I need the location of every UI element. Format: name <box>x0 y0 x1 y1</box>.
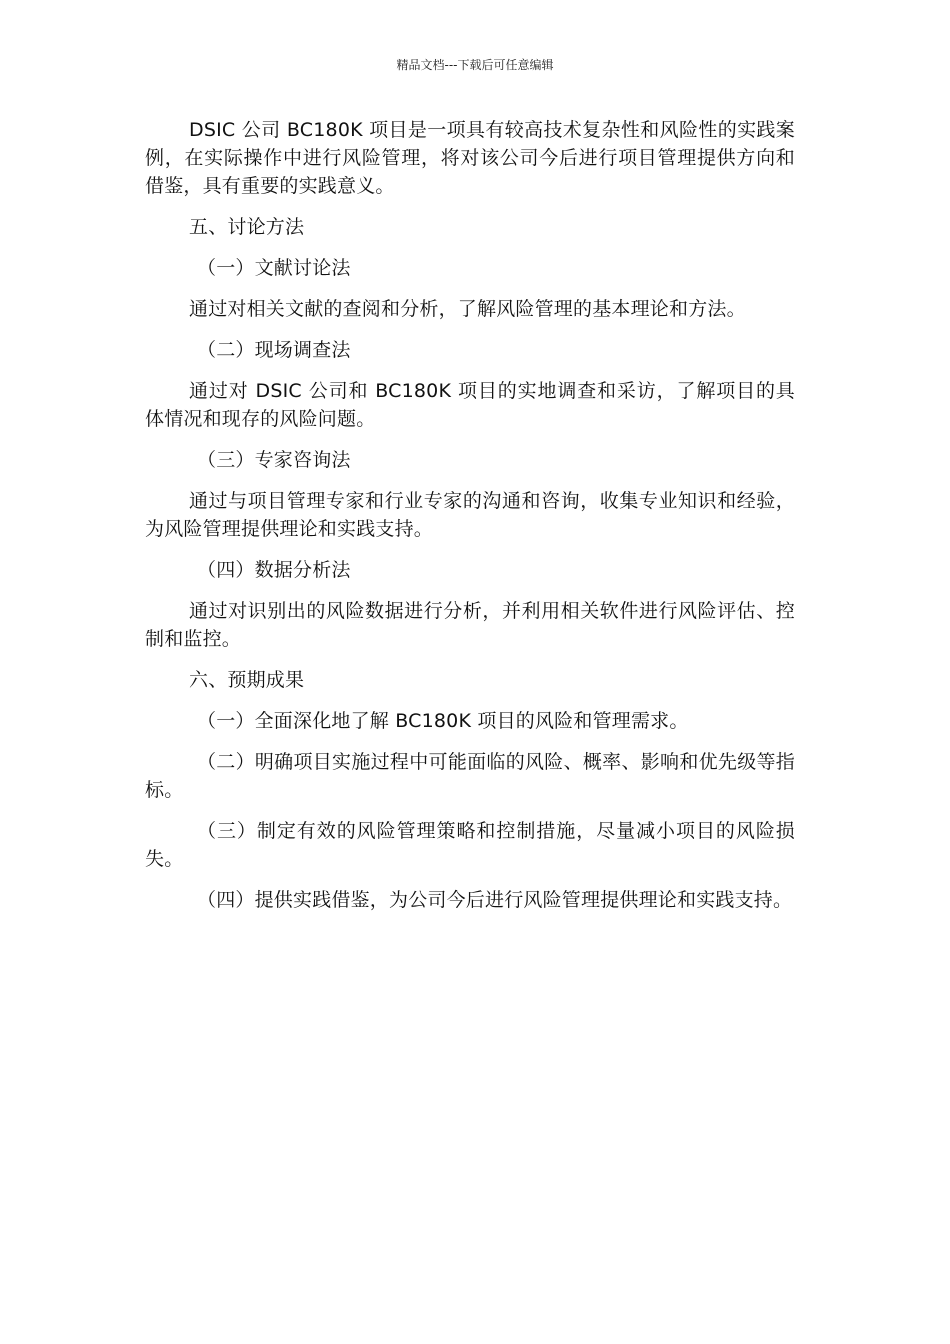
expected-result-item-2: （二）明确项目实施过程中可能面临的风险、概率、影响和优先级等指标。 <box>145 751 795 801</box>
expected-result-item-4: （四）提供实践借鉴，为公司今后进行风险管理提供理论和实践支持。 <box>197 889 793 911</box>
paragraph-data-analysis-method: 通过对识别出的风险数据进行分析，并利用相关软件进行风险评估、控制和监控。 <box>145 600 795 650</box>
section-heading-expected-results: 六、预期成果 <box>189 669 305 691</box>
expected-result-item-3: （三）制定有效的风险管理策略和控制措施，尽量减小项目的风险损失。 <box>145 820 795 870</box>
subheading-literature-method: （一）文献讨论法 <box>197 257 351 279</box>
paragraph-expert-consultation-method: 通过与项目管理专家和行业专家的沟通和咨询，收集专业知识和经验，为风险管理提供理论和实践支持。 <box>145 490 795 540</box>
subheading-field-survey-method: （二）现场调查法 <box>197 339 351 361</box>
document-body <box>145 116 795 927</box>
paragraph-field-survey-method: 通过对 DSIC 公司和 BC180K 项目的实地调查和采访，了解项目的具体情况和现存的风险问题。 <box>145 380 795 430</box>
page-header: 精品文档---下载后可任意编辑 <box>396 58 554 72</box>
expected-result-item-1: （一）全面深化地了解 BC180K 项目的风险和管理需求。 <box>197 710 689 732</box>
paragraph-literature-method: 通过对相关文献的查阅和分析，了解风险管理的基本理论和方法。 <box>189 298 746 320</box>
subheading-data-analysis-method: （四）数据分析法 <box>197 559 351 581</box>
section-heading-research-methods: 五、讨论方法 <box>189 216 305 238</box>
subheading-expert-consultation-method: （三）专家咨询法 <box>197 449 351 471</box>
paragraph-project-significance: DSIC 公司 BC180K 项目是一项具有较高技术复杂性和风险性的实践案例，在实际操作中进行风险管理，将对该公司今后进行项目管理提供方向和借鉴，具有重要的实践意义。 <box>145 119 795 197</box>
